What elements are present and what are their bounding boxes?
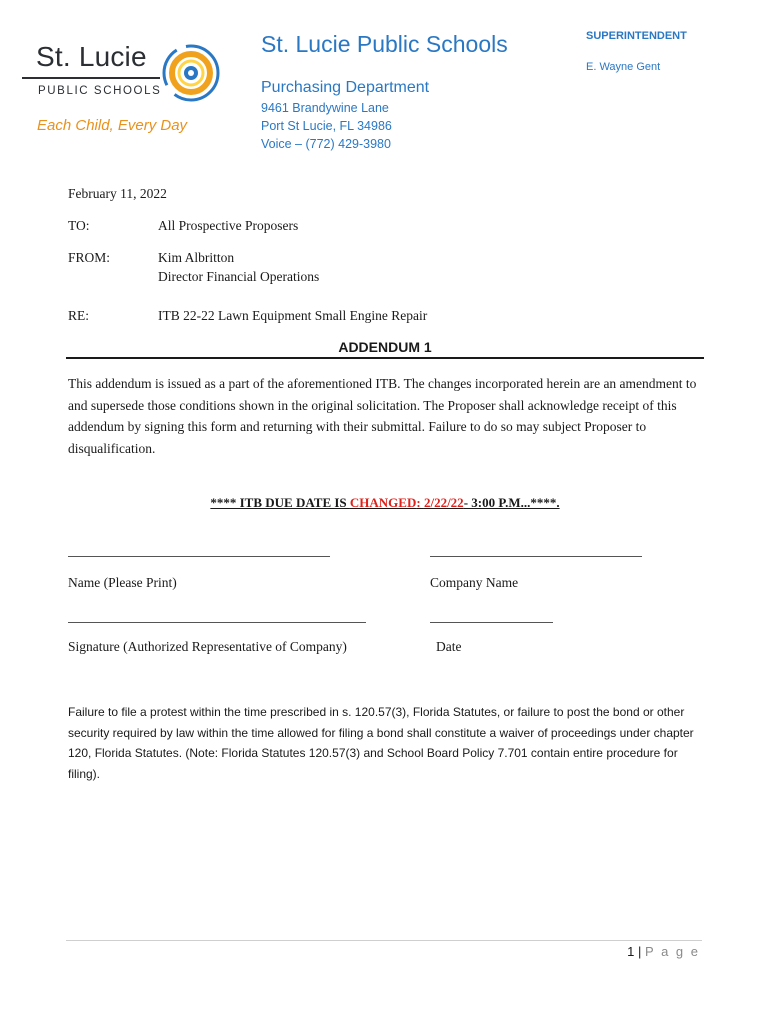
department-name: Purchasing Department <box>261 79 430 96</box>
due-date-notice <box>0 495 770 511</box>
due-suffix: - 3:00 P.M...****. <box>463 495 560 510</box>
company-label: Company Name <box>430 575 519 590</box>
due-changed-word: CHANGED <box>349 495 417 510</box>
footer-divider <box>66 940 702 941</box>
from-name: Kim Albritton <box>158 250 235 265</box>
from-title: Director Financial Operations <box>158 269 320 284</box>
page-separator: | <box>638 944 642 959</box>
superintendent-name: E. Wayne Gent <box>586 61 661 73</box>
logo-wordmark: St. Lucie <box>36 41 147 72</box>
due-date: 2/22/22 <box>423 495 464 510</box>
page-footer <box>0 944 700 959</box>
addendum-body: This addendum is issued as a part of the aforementioned ITB. The changes incorporated herein are an amendment to and supersede those conditions shown in the original solicitation. The Proposer shall acknowledge receipt of this addendum by signing this form and returning with their submittal. Failure to do so may subject Proposer to disqualification. <box>68 376 697 456</box>
addendum-divider <box>66 357 704 359</box>
org-name: St. Lucie Public Schools <box>261 31 508 57</box>
addendum-title: ADDENDUM 1 <box>338 339 432 355</box>
company-signature-line[interactable] <box>430 556 642 557</box>
date-label: Date <box>436 639 462 654</box>
due-prefix: **** ITB DUE DATE IS <box>210 495 350 510</box>
to-label: TO: <box>68 218 90 233</box>
protest-notice: Failure to file a protest within the time prescribed in s. 120.57(3), Florida Statutes, or failure to post the bond or other security required by law within the time allowed for filing a bond shall constitute a waiver of proceedings under chapter 120, Florida Statutes. (Note: Florida Statutes 120.57(3) and School Board Policy 7.701 contain entire procedure for filing). <box>68 705 694 781</box>
superintendent-label: SUPERINTENDENT <box>586 30 687 42</box>
signature-label: Signature (Authorized Representative of Company) <box>68 639 347 654</box>
address-city: Port St Lucie, FL 34986 <box>261 119 392 133</box>
sunrise-logo-icon <box>160 42 222 104</box>
name-label: Name (Please Print) <box>68 575 177 590</box>
date-signature-line[interactable] <box>430 622 553 623</box>
address-street: 9461 Brandywine Lane <box>261 101 389 115</box>
page-number: 1 <box>627 944 635 959</box>
page-word: P a g e <box>645 944 700 959</box>
phone-number: Voice – (772) 429-3980 <box>261 137 391 151</box>
name-signature-line[interactable] <box>68 556 330 557</box>
from-label: FROM: <box>68 250 111 265</box>
due-colon: : <box>416 495 424 510</box>
memo-date: February 11, 2022 <box>68 186 167 201</box>
re-value: ITB 22-22 Lawn Equipment Small Engine Repair <box>158 308 428 323</box>
logo-subtitle: PUBLIC SCHOOLS <box>38 85 162 97</box>
logo-tagline: Each Child, Every Day <box>37 117 188 134</box>
re-label: RE: <box>68 308 90 323</box>
logo-divider <box>22 77 160 79</box>
signature-line[interactable] <box>68 622 366 623</box>
to-value: All Prospective Proposers <box>158 218 299 233</box>
